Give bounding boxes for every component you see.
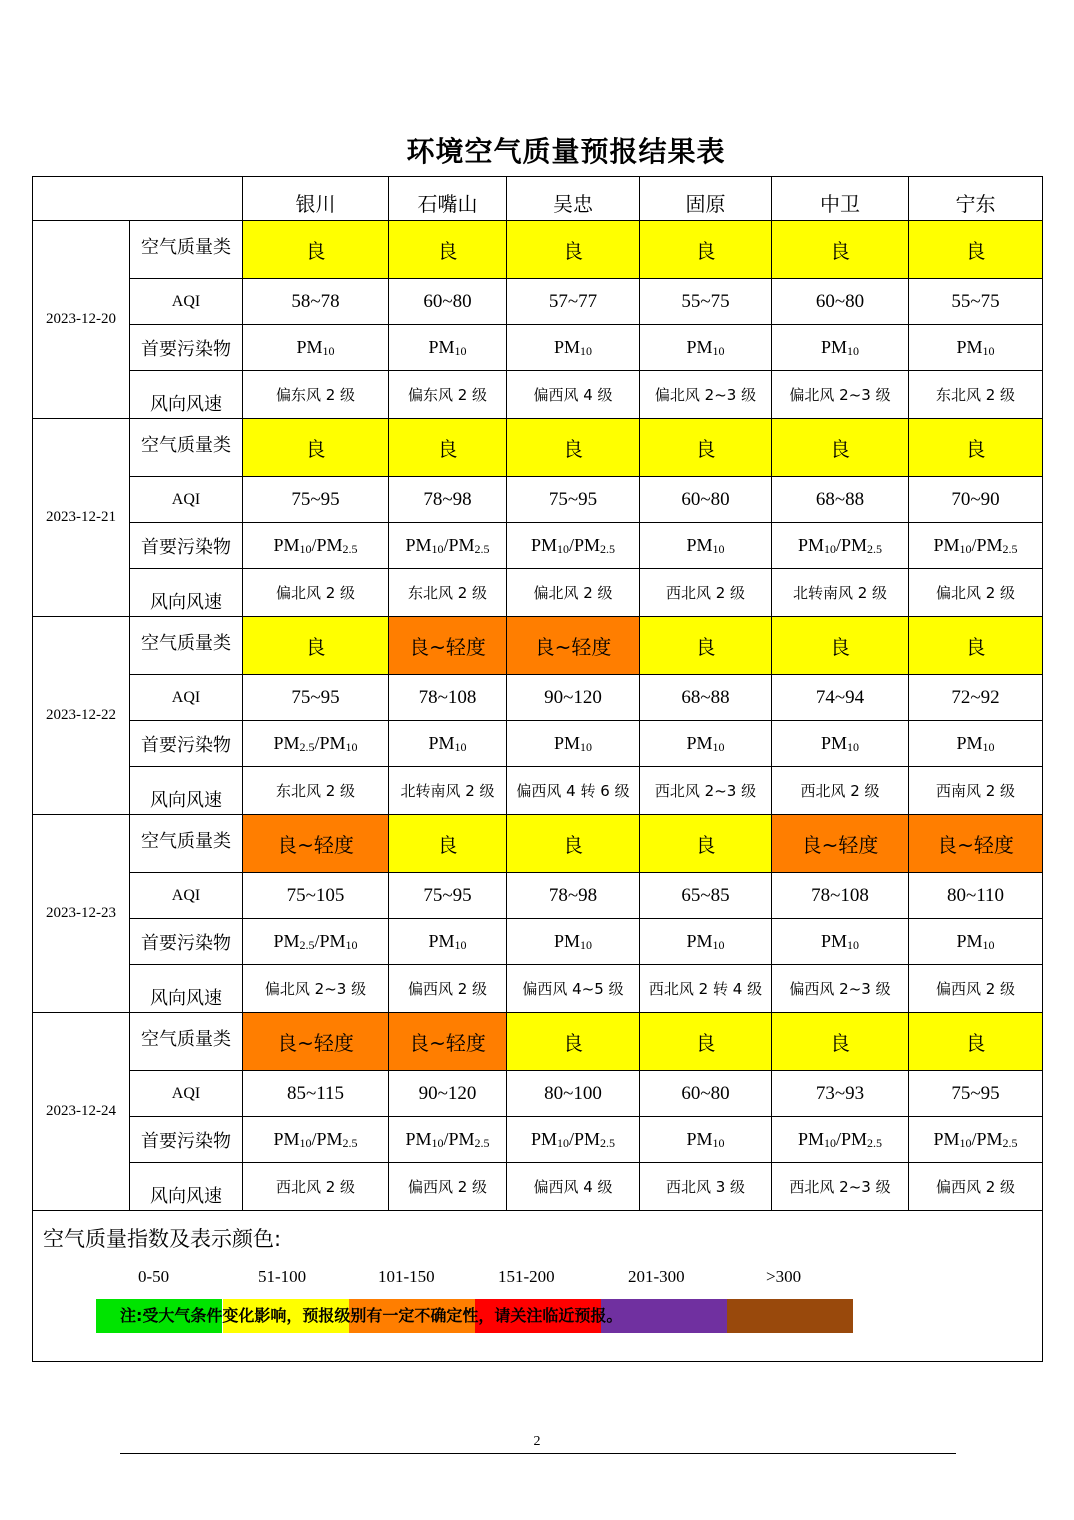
aqi-cell: 70~90 [909, 477, 1043, 523]
aqi-cell: 75~95 [243, 675, 389, 721]
legend-range-label: 101-150 [378, 1267, 435, 1286]
aqi-cell: 85~115 [243, 1071, 389, 1117]
pollutant-cell: $PM_{10}/PM_{2.5}$ [507, 1117, 640, 1163]
pollutant-cell: $PM_{10}$ [909, 325, 1043, 371]
quality-cell: 良~轻度 [243, 815, 389, 873]
wind-cell: 偏北风 2~3 级 [243, 965, 389, 1013]
forecast-table [32, 176, 1043, 1362]
city-header-row [33, 177, 1043, 221]
forecast-date: 2023-12-20 [33, 221, 130, 419]
pollutant-row [33, 721, 1043, 767]
row-label-quality: 空气质量类 [130, 815, 243, 873]
city-header: 宁东 [909, 177, 1043, 221]
aqi-cell: 78~108 [772, 873, 909, 919]
wind-cell: 偏西风 4 转 6 级 [507, 767, 640, 815]
row-label-quality: 空气质量类 [130, 1013, 243, 1071]
quality-row [33, 221, 1043, 279]
wind-cell: 西北风 2 转 4 级 [640, 965, 772, 1013]
row-label-aqi: AQI [130, 873, 243, 919]
row-label-pollutant: 首要污染物 [130, 721, 243, 767]
pollutant-cell: $PM_{10}$ [389, 919, 507, 965]
wind-cell: 偏西风 2 级 [389, 965, 507, 1013]
forecast-date: 2023-12-21 [33, 419, 130, 617]
quality-cell: 良 [389, 419, 507, 477]
quality-cell: 良 [507, 815, 640, 873]
quality-cell: 良 [909, 1013, 1043, 1071]
wind-cell: 偏西风 2 级 [909, 965, 1043, 1013]
pollutant-cell: $PM_{10}$ [772, 325, 909, 371]
row-label-wind: 风向风速 [130, 767, 243, 815]
row-label-aqi: AQI [130, 1071, 243, 1117]
quality-cell: 良~轻度 [772, 815, 909, 873]
row-label-aqi: AQI [130, 477, 243, 523]
pollutant-cell: $PM_{10}$ [507, 721, 640, 767]
city-header: 石嘴山 [389, 177, 507, 221]
quality-row [33, 419, 1043, 477]
row-label-quality: 空气质量类 [130, 221, 243, 279]
wind-cell: 西北风 3 级 [640, 1163, 772, 1211]
aqi-cell: 74~94 [772, 675, 909, 721]
legend-row [33, 1211, 1043, 1362]
quality-cell: 良~轻度 [389, 1013, 507, 1071]
city-header: 固原 [640, 177, 772, 221]
pollutant-cell: $PM_{10}$ [909, 919, 1043, 965]
aqi-row [33, 873, 1043, 919]
city-header: 中卫 [772, 177, 909, 221]
pollutant-cell: $PM_{10}$ [389, 325, 507, 371]
quality-cell: 良 [909, 419, 1043, 477]
pollutant-cell: $PM_{2.5}/PM_{10}$ [243, 721, 389, 767]
aqi-cell: 55~75 [909, 279, 1043, 325]
footer-rule [120, 1453, 956, 1454]
quality-cell: 良 [507, 419, 640, 477]
pollutant-cell: $PM_{2.5}/PM_{10}$ [243, 919, 389, 965]
aqi-row [33, 279, 1043, 325]
pollutant-cell: $PM_{10}$ [772, 721, 909, 767]
wind-cell: 偏东风 2 级 [243, 371, 389, 419]
pollutant-cell: $PM_{10}/PM_{2.5}$ [243, 523, 389, 569]
quality-cell: 良 [640, 815, 772, 873]
quality-cell: 良 [640, 221, 772, 279]
quality-cell: 良~轻度 [389, 617, 507, 675]
wind-cell: 偏东风 2 级 [389, 371, 507, 419]
pollutant-cell: $PM_{10}$ [772, 919, 909, 965]
wind-row [33, 1163, 1043, 1211]
wind-cell: 偏北风 2~3 级 [640, 371, 772, 419]
quality-cell: 良 [243, 419, 389, 477]
aqi-cell: 58~78 [243, 279, 389, 325]
wind-row [33, 569, 1043, 617]
aqi-row [33, 477, 1043, 523]
aqi-cell: 75~105 [243, 873, 389, 919]
pollutant-cell: $PM_{10}/PM_{2.5}$ [243, 1117, 389, 1163]
legend-range-label: >300 [766, 1267, 802, 1286]
quality-cell: 良 [507, 221, 640, 279]
forecast-date: 2023-12-23 [33, 815, 130, 1013]
quality-cell: 良 [640, 617, 772, 675]
legend-title: 空气质量指数及表示颜色: [43, 1227, 282, 1251]
wind-cell: 偏北风 2~3 级 [772, 371, 909, 419]
aqi-cell: 78~98 [507, 873, 640, 919]
quality-row [33, 617, 1043, 675]
aqi-cell: 60~80 [640, 477, 772, 523]
wind-cell: 偏西风 2 级 [909, 1163, 1043, 1211]
row-label-pollutant: 首要污染物 [130, 325, 243, 371]
aqi-cell: 90~120 [389, 1071, 507, 1117]
forecast-date: 2023-12-24 [33, 1013, 130, 1211]
wind-cell: 西北风 2~3 级 [772, 1163, 909, 1211]
pollutant-row [33, 523, 1043, 569]
pollutant-cell: $PM_{10}$ [389, 721, 507, 767]
pollutant-cell: $PM_{10}/PM_{2.5}$ [772, 523, 909, 569]
row-label-quality: 空气质量类 [130, 419, 243, 477]
row-label-aqi: AQI [130, 279, 243, 325]
aqi-cell: 75~95 [507, 477, 640, 523]
wind-cell: 西南风 2 级 [909, 767, 1043, 815]
quality-row [33, 815, 1043, 873]
aqi-legend [33, 1211, 1043, 1362]
wind-cell: 偏西风 4~5 级 [507, 965, 640, 1013]
aqi-cell: 65~85 [640, 873, 772, 919]
wind-cell: 西北风 2 级 [640, 569, 772, 617]
quality-cell: 良 [389, 815, 507, 873]
row-label-pollutant: 首要污染物 [130, 919, 243, 965]
aqi-cell: 75~95 [389, 873, 507, 919]
aqi-cell: 75~95 [909, 1071, 1043, 1117]
quality-cell: 良~轻度 [507, 617, 640, 675]
aqi-cell: 73~93 [772, 1071, 909, 1117]
wind-cell: 偏西风 2 级 [389, 1163, 507, 1211]
quality-cell: 良 [772, 1013, 909, 1071]
row-label-pollutant: 首要污染物 [130, 1117, 243, 1163]
pollutant-cell: $PM_{10}/PM_{2.5}$ [909, 523, 1043, 569]
pollutant-cell: $PM_{10}$ [640, 919, 772, 965]
row-label-aqi: AQI [130, 675, 243, 721]
aqi-cell: 68~88 [640, 675, 772, 721]
wind-cell: 东北风 2 级 [389, 569, 507, 617]
wind-cell: 西北风 2 级 [772, 767, 909, 815]
pollutant-cell: $PM_{10}/PM_{2.5}$ [909, 1117, 1043, 1163]
quality-cell: 良 [909, 221, 1043, 279]
row-label-wind: 风向风速 [130, 569, 243, 617]
wind-cell: 西北风 2~3 级 [640, 767, 772, 815]
pollutant-cell: $PM_{10}$ [243, 325, 389, 371]
wind-row [33, 965, 1043, 1013]
pollutant-cell: $PM_{10}/PM_{2.5}$ [389, 523, 507, 569]
aqi-cell: 78~98 [389, 477, 507, 523]
legend-range-label: 201-300 [628, 1267, 685, 1286]
wind-cell: 北转南风 2 级 [389, 767, 507, 815]
wind-cell: 偏西风 4 级 [507, 371, 640, 419]
aqi-row [33, 1071, 1043, 1117]
legend-range-label: 151-200 [498, 1267, 555, 1286]
legend-range-label: 51-100 [258, 1267, 307, 1286]
row-label-wind: 风向风速 [130, 371, 243, 419]
pollutant-cell: $PM_{10}/PM_{2.5}$ [389, 1117, 507, 1163]
aqi-cell: 72~92 [909, 675, 1043, 721]
aqi-cell: 78~108 [389, 675, 507, 721]
wind-cell: 偏西风 4 级 [507, 1163, 640, 1211]
aqi-cell: 60~80 [389, 279, 507, 325]
quality-cell: 良 [772, 617, 909, 675]
pollutant-cell: $PM_{10}$ [640, 721, 772, 767]
pollutant-row [33, 919, 1043, 965]
page-number: 2 [533, 1434, 541, 1449]
row-label-wind: 风向风速 [130, 965, 243, 1013]
row-label-wind: 风向风速 [130, 1163, 243, 1211]
forecast-date: 2023-12-22 [33, 617, 130, 815]
aqi-cell: 80~110 [909, 873, 1043, 919]
wind-cell: 偏西风 2~3 级 [772, 965, 909, 1013]
aqi-cell: 55~75 [640, 279, 772, 325]
quality-cell: 良 [772, 419, 909, 477]
quality-cell: 良 [507, 1013, 640, 1071]
wind-cell: 偏北风 2 级 [243, 569, 389, 617]
pollutant-cell: $PM_{10}$ [507, 919, 640, 965]
pollutant-cell: $PM_{10}$ [507, 325, 640, 371]
aqi-cell: 75~95 [243, 477, 389, 523]
pollutant-row [33, 1117, 1043, 1163]
wind-row [33, 371, 1043, 419]
aqi-cell: 60~80 [640, 1071, 772, 1117]
footnote: 注:受大气条件变化影响，预报级别有一定不确定性，请关注临近预报。 [120, 1306, 623, 1325]
row-label-pollutant: 首要污染物 [130, 523, 243, 569]
row-label-quality: 空气质量类 [130, 617, 243, 675]
wind-cell: 东北风 2 级 [909, 371, 1043, 419]
aqi-cell: 60~80 [772, 279, 909, 325]
quality-cell: 良 [389, 221, 507, 279]
wind-cell: 偏北风 2 级 [507, 569, 640, 617]
pollutant-cell: $PM_{10}$ [640, 1117, 772, 1163]
aqi-cell: 57~77 [507, 279, 640, 325]
quality-cell: 良~轻度 [243, 1013, 389, 1071]
aqi-cell: 80~100 [507, 1071, 640, 1117]
aqi-cell: 68~88 [772, 477, 909, 523]
quality-cell: 良 [243, 617, 389, 675]
aqi-cell: 90~120 [507, 675, 640, 721]
header-corner [33, 177, 243, 221]
wind-cell: 西北风 2 级 [243, 1163, 389, 1211]
quality-cell: 良 [640, 419, 772, 477]
legend-color-swatch [727, 1299, 853, 1333]
pollutant-cell: $PM_{10}$ [909, 721, 1043, 767]
aqi-row [33, 675, 1043, 721]
legend-range-label: 0-50 [138, 1267, 170, 1286]
pollutant-row [33, 325, 1043, 371]
quality-row [33, 1013, 1043, 1071]
quality-cell: 良 [640, 1013, 772, 1071]
page-title: 环境空气质量预报结果表 [406, 135, 726, 168]
quality-cell: 良 [909, 617, 1043, 675]
wind-row [33, 767, 1043, 815]
city-header: 吴忠 [507, 177, 640, 221]
wind-cell: 偏北风 2 级 [909, 569, 1043, 617]
quality-cell: 良 [772, 221, 909, 279]
pollutant-cell: $PM_{10}/PM_{2.5}$ [772, 1117, 909, 1163]
wind-cell: 东北风 2 级 [243, 767, 389, 815]
pollutant-cell: $PM_{10}/PM_{2.5}$ [507, 523, 640, 569]
quality-cell: 良 [243, 221, 389, 279]
pollutant-cell: $PM_{10}$ [640, 325, 772, 371]
city-header: 银川 [243, 177, 389, 221]
wind-cell: 北转南风 2 级 [772, 569, 909, 617]
pollutant-cell: $PM_{10}$ [640, 523, 772, 569]
quality-cell: 良~轻度 [909, 815, 1043, 873]
